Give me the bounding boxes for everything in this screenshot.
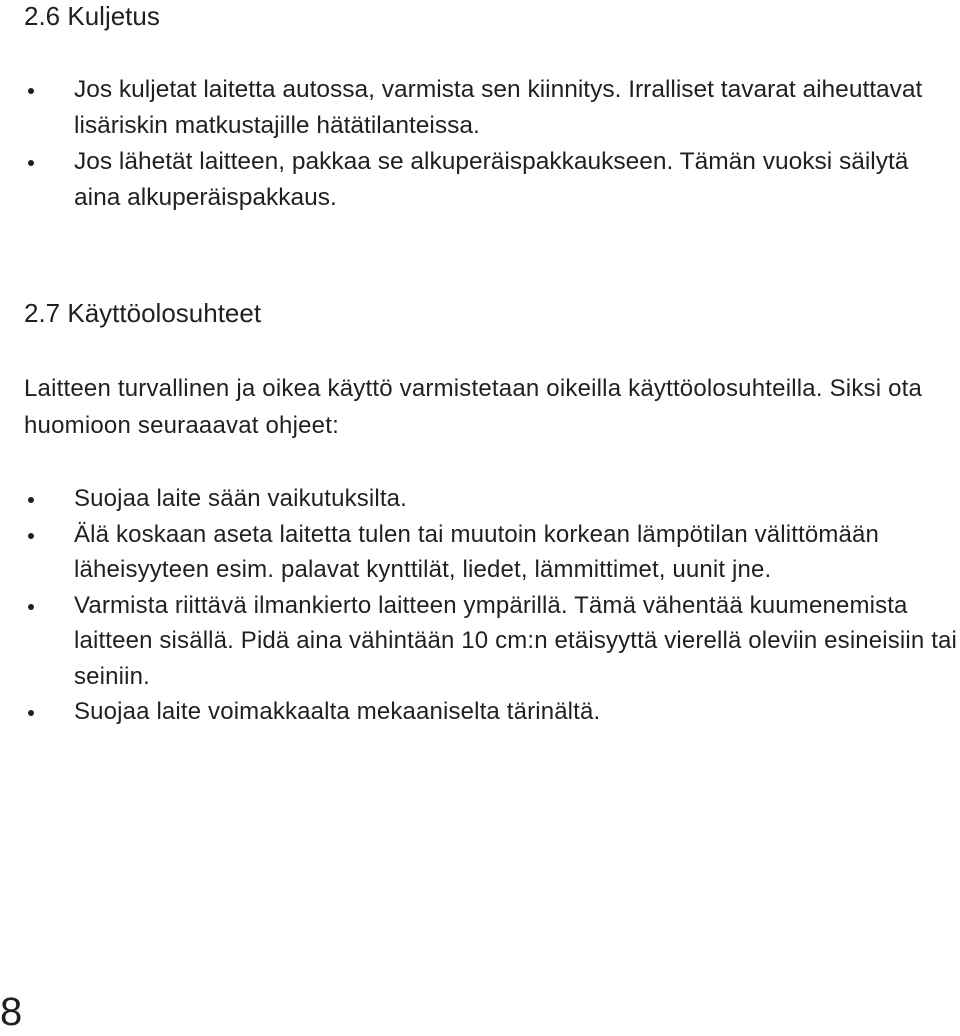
list-item-text: Jos lähetät laitteen, pakkaa se alkuperäispakkaukseen. Tämän vuoksi säilytä aina alkuperäispakkaus. (74, 148, 909, 211)
list-item (24, 481, 960, 517)
bullet-icon (28, 710, 34, 716)
list-item-text: Suojaa laite voimakkaalta mekaaniselta tärinältä. (74, 698, 601, 725)
section-heading-conditions: 2.7 Käyttöolosuhteet (24, 298, 262, 328)
bullet-icon (28, 604, 34, 610)
list-item-text: Suojaa laite sään vaikutuksilta. (74, 485, 407, 512)
section-heading-transport: 2.6 Kuljetus (24, 1, 160, 31)
conditions-bullet-list (24, 481, 960, 730)
list-item (24, 694, 960, 730)
intro-paragraph: Laitteen turvallinen ja oikea käyttö varmistetaan oikeilla käyttöolosuhteilla. Siksi ota huomioon seuraaavat ohjeet: (24, 375, 923, 439)
list-item (24, 72, 924, 144)
list-item-text: Älä koskaan aseta laitetta tulen tai muutoin korkean lämpötilan välittömään läheisyyteen esim. palavat kynttilät, liedet, lämmittimet, uunit jne. (74, 520, 880, 583)
bullet-icon (28, 497, 34, 503)
list-item (24, 517, 960, 588)
bullet-icon (28, 160, 34, 166)
bullet-icon (28, 533, 34, 539)
page-number: 8 (0, 990, 23, 1034)
list-item (24, 144, 924, 216)
bullet-icon (28, 88, 34, 94)
list-item-text: Varmista riittävä ilmankierto laitteen ympärillä. Tämä vähentää kuumenemista laitteen sisällä. Pidä aina vähintään 10 cm:n etäisyyttä vierellä oleviin esineisiin tai seiniin. (74, 591, 958, 690)
list-item-text: Jos kuljetat laitetta autossa, varmista sen kiinnitys. Irralliset tavarat aiheuttavat lisäriskin matkustajille hätätilanteissa. (74, 76, 923, 139)
transport-bullet-list (24, 72, 924, 216)
list-item (24, 588, 960, 695)
